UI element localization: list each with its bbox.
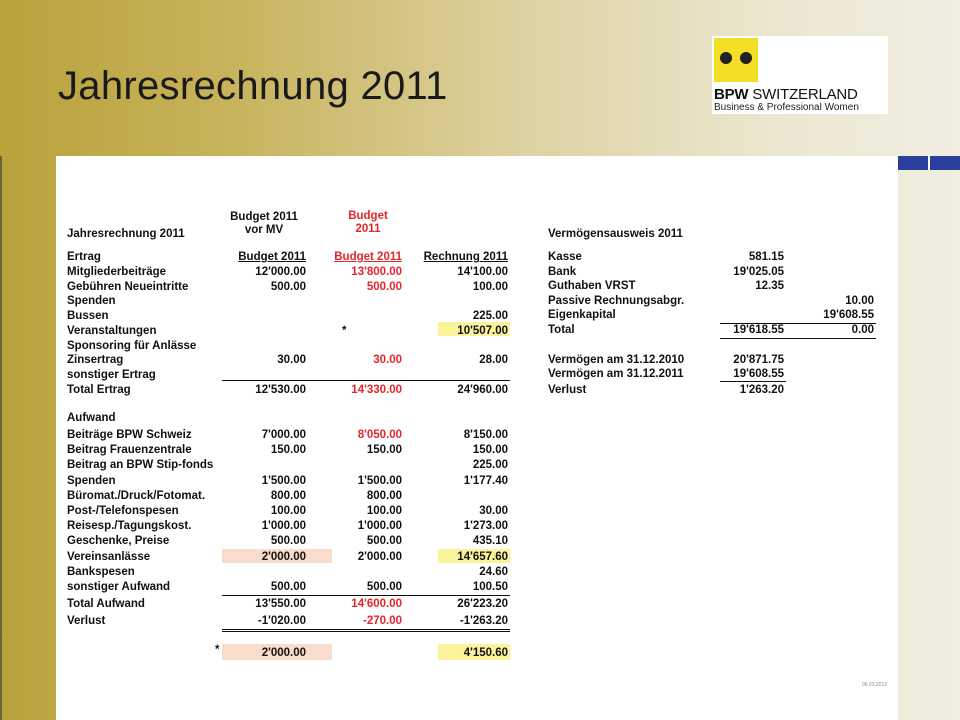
- aufwand-row-rechnung: 435.10: [472, 535, 508, 548]
- logo-tagline: Business & Professional Women: [714, 102, 859, 113]
- aufwand-row-rechnung: 14'657.60: [457, 550, 508, 563]
- total-aufwand-budget: 14'600.00: [351, 598, 402, 610]
- total-ertrag-rechnung: 24'960.00: [457, 384, 508, 396]
- ertrag-row-label: Gebühren Neueintritte: [67, 280, 189, 293]
- right-total-rule-bottom: [720, 338, 876, 339]
- bpw-logo: [712, 36, 888, 114]
- aufwand-row-label: Spenden: [67, 474, 116, 487]
- vermoegen-row-label: Passive Rechnungsabgr.: [548, 294, 685, 307]
- ertrag-row-label: Sponsoring für Anlässe: [67, 339, 197, 352]
- total-aufwand-label: Total Aufwand: [67, 598, 145, 610]
- aufwand-row-rechnung: 1'273.00: [463, 520, 508, 533]
- aufwand-row-budget-mv: 500.00: [270, 581, 306, 593]
- ertrag-row-budget: 30.00: [373, 354, 402, 367]
- verlust-double-rule: [222, 629, 510, 632]
- vermoegen-row-soll: 581.15: [748, 251, 784, 263]
- header-budget-line2: 2011: [355, 223, 381, 235]
- aufwand-row-budget: 8'050.00: [357, 429, 402, 441]
- ertrag-row-budget: 500.00: [366, 280, 402, 293]
- aufwand-row-label: sonstiger Aufwand: [67, 581, 171, 593]
- aufwand-row-budget-mv: 100.00: [270, 505, 306, 517]
- ertrag-row-label: Mitgliederbeiträge: [67, 266, 167, 278]
- logo-brand: [714, 86, 858, 103]
- aufwand-row-budget-mv: 1'500.00: [261, 474, 306, 487]
- right-total-haben: 0.00: [851, 324, 874, 336]
- total-aufwand-rechnung: 26'223.20: [457, 598, 508, 610]
- accent-bar: [898, 156, 960, 170]
- aufwand-label: Aufwand: [67, 412, 116, 424]
- aufwand-row-label: Reisesp./Tagungskost.: [67, 520, 192, 533]
- aufwand-row-label: Bankspesen: [67, 565, 135, 578]
- verlust-mv: -1'020.00: [257, 615, 306, 627]
- ertrag-row-rechnung: 14'100.00: [457, 266, 508, 278]
- aufwand-row-rechnung: 24.60: [479, 565, 508, 578]
- total-ertrag-mv: 12'530.00: [255, 384, 306, 396]
- ertrag-row-budget-mv: 500.00: [270, 280, 306, 293]
- aufwand-row-budget-mv: 800.00: [270, 489, 306, 502]
- vermoegen-2010-value: 20'871.75: [733, 354, 784, 366]
- header-budget-line1: Budget: [348, 210, 388, 222]
- aufwand-row-budget: 100.00: [366, 505, 402, 517]
- ertrag-label: Ertrag: [67, 251, 101, 263]
- vermoegen-row-haben: 19'608.55: [823, 309, 874, 321]
- right-table-title: Vermögensausweis 2011: [548, 228, 683, 240]
- aufwand-row-label: Büromat./Druck/Fotomat.: [67, 489, 206, 502]
- aufwand-row-label: Beitrag Frauenzentrale: [67, 444, 192, 457]
- aufwand-row-rechnung: 8'150.00: [463, 429, 508, 441]
- vermoegen-row-label: Guthaben VRST: [548, 280, 636, 292]
- right-total-soll: 19'618.55: [733, 324, 784, 336]
- aufwand-row-rechnung: 150.00: [472, 444, 508, 457]
- total-ertrag-rule: [222, 380, 510, 381]
- aufwand-row-label: Beitrag an BPW Stip-fonds: [67, 459, 214, 472]
- aufwand-row-rechnung: 1'177.40: [463, 474, 508, 487]
- header-budget-vor-mv-line1: Budget 2011: [230, 211, 298, 223]
- ertrag-row-rechnung: 28.00: [479, 354, 508, 367]
- ertrag-row-label: Zinsertrag: [67, 354, 124, 367]
- logo-brand-bold: BPW: [714, 86, 749, 103]
- aufwand-row-label: Vereinsanlässe: [67, 550, 151, 563]
- aufwand-row-budget: 1'000.00: [357, 520, 402, 533]
- financial-document: [56, 156, 898, 720]
- ertrag-row-rechnung: 100.00: [472, 280, 508, 293]
- total-ertrag-budget: 14'330.00: [351, 384, 402, 396]
- total-aufwand-rule: [222, 595, 510, 596]
- aufwand-row-label: Post-/Telefonspesen: [67, 505, 179, 517]
- aufwand-row-budget: 2'000.00: [357, 550, 402, 563]
- verlust-label: Verlust: [67, 615, 106, 627]
- aufwand-row-budget: 1'500.00: [357, 474, 402, 487]
- vermoegen-row-label: Eigenkapital: [548, 309, 616, 321]
- ertrag-row-label: Veranstaltungen: [67, 324, 157, 337]
- aufwand-row-budget: 500.00: [366, 535, 402, 548]
- aufwand-row-budget-mv: 500.00: [270, 535, 306, 548]
- vermoegen-2011-value: 19'608.55: [733, 368, 784, 380]
- total-aufwand-mv: 13'550.00: [255, 598, 306, 610]
- aufwand-row-budget: 150.00: [366, 444, 402, 457]
- vermoegen-row-label: Bank: [548, 265, 577, 278]
- ertrag-row-label: sonstiger Ertrag: [67, 368, 156, 381]
- aufwand-row-budget: 800.00: [366, 489, 402, 502]
- column-header-budget-mv: Budget 2011: [238, 251, 306, 263]
- total-ertrag-label: Total Ertrag: [67, 384, 131, 396]
- aufwand-row-budget-mv: 7'000.00: [261, 429, 306, 441]
- footnote-mark: *: [215, 644, 220, 656]
- ertrag-row-rechnung: 225.00: [472, 310, 508, 323]
- right-verlust-label: Verlust: [548, 384, 587, 396]
- vermoegen-rule: [720, 381, 786, 382]
- globe-icon: [720, 52, 732, 64]
- globe-icon: [740, 52, 752, 64]
- aufwand-row-budget: 500.00: [366, 581, 402, 593]
- slide-title: Jahresrechnung 2011: [58, 64, 448, 108]
- left-table-title: Jahresrechnung 2011: [67, 228, 185, 240]
- aufwand-row-budget-mv: 1'000.00: [261, 520, 306, 533]
- aufwand-row-budget-mv: 150.00: [270, 444, 306, 457]
- aufwand-row-label: Beiträge BPW Schweiz: [67, 429, 192, 441]
- vermoegen-2011-label: Vermögen am 31.12.2011: [548, 368, 684, 380]
- ertrag-row-rechnung: 10'507.00: [457, 324, 508, 337]
- footnote-rechnung: 4'150.60: [463, 647, 508, 659]
- verlust-rechnung: -1'263.20: [459, 615, 508, 627]
- aufwand-row-rechnung: 30.00: [479, 505, 508, 517]
- ertrag-row-budget-mv: 12'000.00: [255, 266, 306, 278]
- column-header-rechnung: Rechnung 2011: [423, 251, 508, 263]
- ertrag-row-budget-mv: 30.00: [277, 354, 306, 367]
- column-header-budget: Budget 2011: [334, 251, 402, 263]
- right-total-label: Total: [548, 324, 575, 336]
- aufwand-row-budget-mv: 2'000.00: [261, 550, 306, 563]
- aufwand-row-rechnung: 100.50: [472, 581, 508, 593]
- vermoegen-row-label: Kasse: [548, 251, 582, 263]
- ertrag-row-label: Spenden: [67, 295, 116, 308]
- vermoegen-row-soll: 12.35: [755, 280, 784, 292]
- ertrag-row-budget: *: [342, 324, 347, 337]
- aufwand-row-label: Geschenke, Preise: [67, 535, 170, 548]
- ertrag-row-budget: 13'800.00: [351, 266, 402, 278]
- logo-globe-mark: [714, 38, 758, 82]
- vermoegen-row-haben: 10.00: [845, 294, 874, 307]
- vermoegen-row-soll: 19'025.05: [733, 265, 784, 278]
- vermoegen-2010-label: Vermögen am 31.12.2010: [548, 354, 685, 366]
- header-budget-vor-mv-line2: vor MV: [244, 224, 284, 236]
- ertrag-row-label: Bussen: [67, 310, 109, 323]
- footnote-mv: 2'000.00: [261, 647, 306, 659]
- logo-brand-light: SWITZERLAND: [748, 86, 858, 103]
- left-edge-stripe: [0, 156, 2, 720]
- aufwand-row-rechnung: 225.00: [472, 459, 508, 472]
- print-date-stamp: 06.03.2012: [862, 682, 888, 688]
- verlust-budget: -270.00: [362, 615, 402, 627]
- right-verlust-value: 1'263.20: [739, 384, 784, 396]
